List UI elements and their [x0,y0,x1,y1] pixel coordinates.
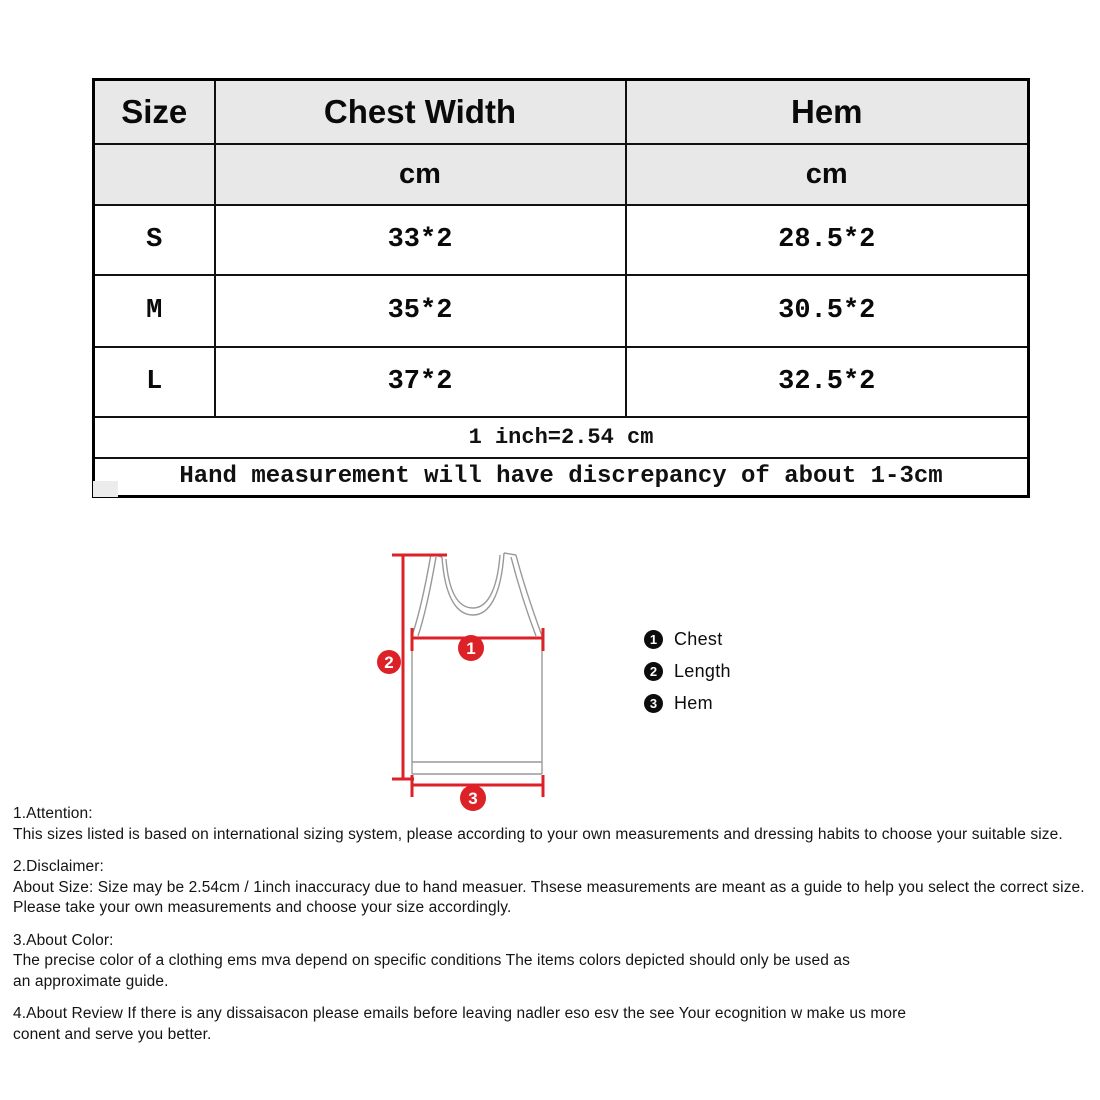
col-header-hem: Hem [626,80,1029,144]
note-attention [13,804,1095,845]
size-m-label: M [94,275,215,347]
notes-section [13,804,1095,1057]
circled-1-icon: 1 [644,630,663,649]
legend-label-chest: Chest [674,629,723,649]
tolerance-row [94,458,1029,497]
svg-text:1: 1 [466,639,476,658]
table-row-l [94,347,1029,417]
unit-cell-size [94,144,215,205]
conversion-note: 1 inch=2.54 cm [94,417,1029,458]
legend-item-chest [644,629,731,650]
legend-label-length: Length [674,661,731,681]
note-about-color [13,931,1095,993]
col-header-size: Size [94,80,215,144]
note-attention-heading: 1.Attention: [13,805,93,822]
callout-chest [458,635,484,661]
table-row-s [94,205,1029,275]
size-s-hem: 28.5*2 [626,205,1029,275]
note-disclaimer-line-2: Please take your own measurements and choose your size accordingly. [13,899,512,916]
size-m-chest: 35*2 [215,275,626,347]
legend-item-length [644,661,731,682]
size-s-label: S [94,205,215,275]
conversion-row [94,417,1029,458]
svg-text:2: 2 [384,653,394,672]
legend-label-hem: Hem [674,693,713,713]
col-header-chest: Chest Width [215,80,626,144]
tank-top-outline [412,553,542,774]
svg-text:3: 3 [468,789,478,808]
unit-cell-hem: cm [626,144,1029,205]
note-about-color-heading: 3.About Color: [13,931,114,949]
note-about-color-line-2: an approximate guide. [13,972,169,990]
measurement-legend [644,629,731,725]
size-l-label: L [94,347,215,417]
table-header-row [94,80,1029,144]
legend-item-hem [644,693,731,714]
note-disclaimer-line-1: About Size: Size may be 2.54cm / 1inch inaccuracy due to hand measuer. Thsese measurements are meant as a guide to help you select the correct size. [13,878,1085,896]
tolerance-note: Hand measurement will have discrepancy of about 1-3cm [94,458,1029,497]
table-corner-artifact [93,481,118,497]
unit-cell-chest: cm [215,144,626,205]
note-disclaimer [13,857,1095,919]
circled-3-icon: 3 [644,694,663,713]
note-disclaimer-heading: 2.Disclaimer: [13,858,104,875]
note-attention-line-1: This sizes listed is based on international sizing system, please according to your own measurements and dressing habits to choose your suitable size. [13,825,1063,843]
size-s-chest: 33*2 [215,205,626,275]
note-about-review-line-2: conent and serve you better. [13,1025,212,1043]
table-unit-row [94,144,1029,205]
tank-top-measurement-diagram [372,538,582,828]
note-about-review [13,1004,1095,1045]
circled-2-icon: 2 [644,662,663,681]
size-m-hem: 30.5*2 [626,275,1029,347]
size-l-chest: 37*2 [215,347,626,417]
size-chart-table [92,78,1030,498]
callout-length [377,650,401,674]
size-l-hem: 32.5*2 [626,347,1029,417]
note-about-review-line-1: 4.About Review If there is any dissaisacon please emails before leaving nadler eso esv the see Your ecognition w make us more [13,1005,907,1022]
note-about-color-line-1: The precise color of a clothing ems mva depend on specific conditions The items colors depicted should only be used as [13,952,850,969]
table-row-m [94,275,1029,347]
